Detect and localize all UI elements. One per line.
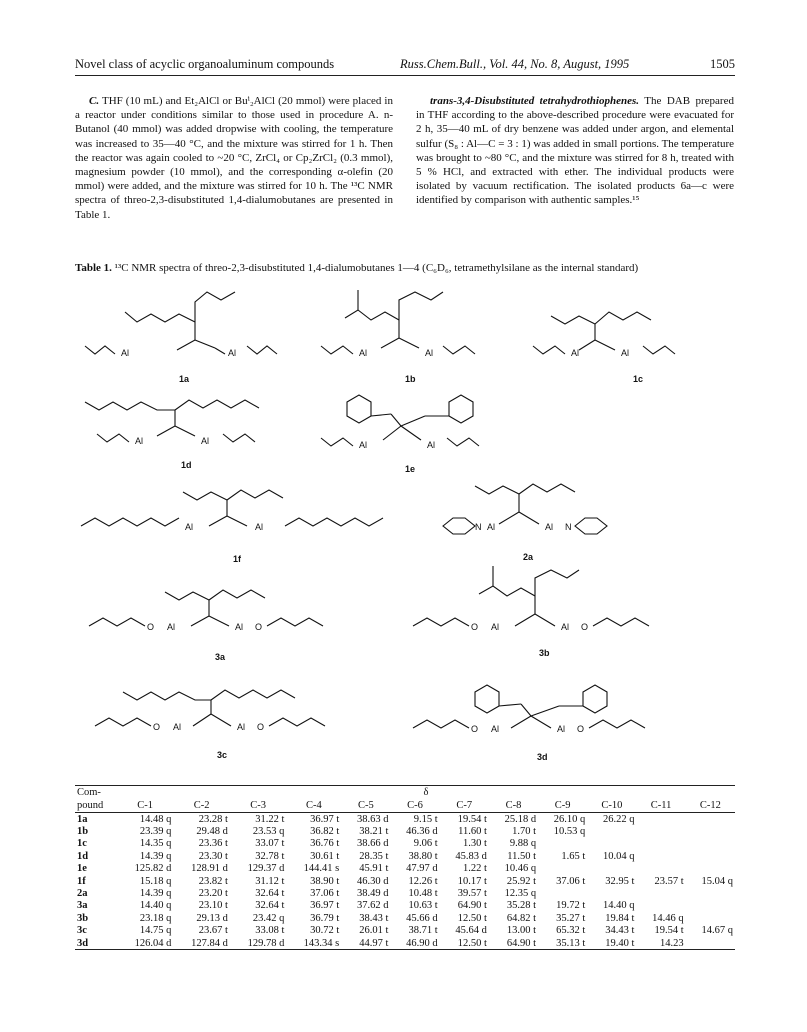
shift-cell xyxy=(636,863,685,875)
shift-cell: 30.61 t xyxy=(310,850,340,862)
n-atom: N xyxy=(565,522,572,532)
table-body xyxy=(75,813,735,950)
shift-cell: 25.18 d xyxy=(504,813,537,825)
compound-label: 1a xyxy=(179,374,190,384)
shift-cell: 23.39 q xyxy=(139,826,172,838)
shift-cell: 127.84 d xyxy=(173,937,229,950)
shift-cell: 64.90 t xyxy=(489,937,538,950)
column-header: C-10 xyxy=(587,799,636,813)
compound-cell: 3a xyxy=(77,900,88,912)
shift-cell: 125.82 d xyxy=(134,863,172,875)
procedure-c-paragraph xyxy=(75,94,393,222)
compound-cell: 3d xyxy=(75,937,117,950)
o-atom: O xyxy=(577,724,585,734)
shift-cell: 12.26 t xyxy=(408,875,438,887)
shift-cell xyxy=(636,813,685,826)
table-row xyxy=(75,813,735,826)
column-header: C-3 xyxy=(230,799,286,813)
shift-cell: 23.10 t xyxy=(198,900,228,912)
thiophene-paragraph xyxy=(416,94,734,208)
structure-1d xyxy=(85,400,259,470)
shift-cell: 14.39 q xyxy=(139,888,172,900)
compound-cell: 1c xyxy=(77,838,87,850)
header-journal: Russ.Chem.Bull., Vol. 44, No. 8, August, 1995 xyxy=(400,57,630,71)
shift-cell: 47.97 d xyxy=(406,863,438,875)
shift-cell: 11.50 t xyxy=(507,850,537,862)
compound-label: 3a xyxy=(215,652,226,662)
column-header: C-8 xyxy=(489,799,538,813)
al-atom: Al xyxy=(237,722,246,732)
shift-cell: 46.90 d xyxy=(390,937,439,950)
column-header: C-7 xyxy=(440,799,489,813)
shift-cell: 19.84 t xyxy=(605,912,635,924)
shift-cell: 129.37 d xyxy=(247,863,285,875)
shift-cell: 44.97 t xyxy=(341,937,390,950)
left-column xyxy=(75,94,393,222)
compound-cell: 1a xyxy=(77,813,88,825)
shift-cell: 31.12 t xyxy=(255,875,285,887)
compound-header: Com- xyxy=(75,786,117,800)
shift-cell: 23.42 q xyxy=(252,912,285,924)
shift-cell xyxy=(538,838,587,850)
shift-cell: 25.92 t xyxy=(506,875,537,887)
al-atom: Al xyxy=(255,522,264,532)
shift-cell: 30.72 t xyxy=(310,925,340,937)
al-atom: Al xyxy=(235,622,244,632)
compound-cell: 1d xyxy=(77,850,89,862)
structure-3d xyxy=(413,685,645,762)
o-atom: O xyxy=(581,622,589,632)
shift-cell: 36.79 t xyxy=(310,912,340,924)
shift-cell: 38.21 t xyxy=(359,826,389,838)
table-row xyxy=(75,863,735,875)
right-column xyxy=(416,94,734,208)
table-header-row-1 xyxy=(75,786,735,800)
o-atom: O xyxy=(147,622,155,632)
shift-cell xyxy=(636,825,685,837)
shift-cell: 23.30 t xyxy=(198,850,228,862)
shift-cell xyxy=(686,887,735,899)
header-title: Novel class of acyclic organoaluminum compounds xyxy=(75,57,335,71)
shift-cell: 35.28 t xyxy=(506,900,537,912)
shift-cell: 13.00 t xyxy=(506,925,537,937)
shift-cell: 32.78 t xyxy=(255,850,285,862)
shift-cell: 37.06 t xyxy=(310,888,340,900)
compound-cell: 3c xyxy=(77,925,87,937)
shift-cell: 14.75 q xyxy=(139,925,172,937)
structure-3a xyxy=(89,590,323,662)
shift-cell: 26.01 t xyxy=(359,925,389,937)
al-atom: Al xyxy=(545,522,554,532)
shift-cell: 143.34 s xyxy=(286,937,341,950)
compound-label: 3c xyxy=(217,750,228,760)
structure-1f xyxy=(81,490,383,564)
al-atom: Al xyxy=(121,348,130,358)
al-atom: Al xyxy=(201,436,210,446)
shift-cell: 33.07 t xyxy=(255,838,285,850)
al-atom: Al xyxy=(425,348,434,358)
shift-cell: 19.40 t xyxy=(587,937,636,950)
table-header-row-2 xyxy=(75,799,735,813)
al-atom: Al xyxy=(359,440,368,450)
shift-cell: 29.13 d xyxy=(196,912,228,924)
shift-cell: 14.46 q xyxy=(652,912,684,924)
shift-cell: 36.97 t xyxy=(310,813,340,825)
compound-cell: 2a xyxy=(77,888,88,900)
al-atom: Al xyxy=(621,348,630,358)
o-atom: O xyxy=(257,722,265,732)
shift-cell: 37.62 d xyxy=(356,900,389,912)
shift-cell: 14.40 q xyxy=(602,900,635,912)
table-row xyxy=(75,912,735,924)
shift-cell: 14.48 q xyxy=(139,813,172,825)
al-atom: Al xyxy=(561,622,570,632)
table-row xyxy=(75,937,735,950)
shift-cell: 10.53 q xyxy=(553,826,586,838)
compound-label: 1c xyxy=(633,374,644,384)
shift-cell: 15.18 q xyxy=(139,875,172,887)
shift-cell: 19.72 t xyxy=(556,900,586,912)
procedure-label: C. xyxy=(89,95,100,107)
section-heading: trans-3,4-Disubstituted tetrahydrothiophenes. xyxy=(430,95,639,107)
shift-cell: 9.15 t xyxy=(413,813,438,825)
shift-cell: 28.35 t xyxy=(359,850,389,862)
al-atom: Al xyxy=(228,348,237,358)
shift-cell: 10.46 q xyxy=(504,863,537,875)
shift-cell: 38.43 t xyxy=(359,912,389,924)
shift-cell xyxy=(686,850,735,862)
shift-cell: 14.35 q xyxy=(139,838,172,850)
shift-cell: 38.90 t xyxy=(310,875,340,887)
shift-cell: 14.39 q xyxy=(139,850,172,862)
structure-1c xyxy=(533,312,675,384)
structure-1b xyxy=(321,290,475,384)
shift-cell xyxy=(636,838,685,850)
shift-cell: 45.83 d xyxy=(455,850,487,862)
shift-cell: 9.88 q xyxy=(509,838,537,850)
shift-cell: 19.54 t xyxy=(654,925,684,937)
shift-cell: 128.91 d xyxy=(191,863,228,875)
column-header: C-6 xyxy=(390,799,439,813)
shift-cell: 23.36 t xyxy=(198,838,228,850)
shift-cell: 23.53 q xyxy=(252,826,285,838)
shift-cell: 23.18 q xyxy=(139,912,172,924)
compound-label: 3d xyxy=(537,752,548,762)
shift-cell: 10.63 t xyxy=(408,900,438,912)
shift-cell: 26.22 q xyxy=(602,813,635,825)
shift-cell: 37.06 t xyxy=(556,875,586,887)
column-header: C-12 xyxy=(686,799,735,813)
al-atom: Al xyxy=(135,436,144,446)
n-atom: N xyxy=(475,522,482,532)
shift-cell: 38.49 d xyxy=(356,888,389,900)
al-atom: Al xyxy=(173,722,182,732)
compound-cell: 1f xyxy=(77,875,86,887)
shift-cell xyxy=(587,863,636,875)
column-header: C-4 xyxy=(286,799,341,813)
structure-2a xyxy=(443,484,607,562)
shift-cell: 14.67 q xyxy=(701,925,733,937)
compound-cell: 3b xyxy=(77,912,89,924)
o-atom: O xyxy=(471,724,479,734)
shift-cell: 38.66 d xyxy=(356,838,389,850)
shift-cell xyxy=(686,900,735,912)
shift-cell: 33.08 t xyxy=(255,925,285,937)
shift-cell: 10.17 t xyxy=(457,875,487,887)
shift-cell: 36.97 t xyxy=(310,900,340,912)
shift-cell: 38.63 d xyxy=(356,813,389,825)
shift-cell: 64.90 t xyxy=(457,900,487,912)
shift-cell: 9.06 t xyxy=(413,838,438,850)
shift-cell: 31.22 t xyxy=(255,813,285,825)
o-atom: O xyxy=(471,622,479,632)
shift-cell: 11.60 t xyxy=(458,826,487,838)
table-label: Table 1. xyxy=(75,262,112,274)
compound-label: 3b xyxy=(539,648,550,658)
shift-cell: 15.04 q xyxy=(701,875,733,887)
shift-cell: 45.64 d xyxy=(455,925,487,937)
shift-cell xyxy=(686,838,735,850)
al-atom: Al xyxy=(491,724,500,734)
table-caption-text: ¹³C NMR spectra of threo-2,3-disubstituted 1,4-dialumobutanes 1—4 (C₆D₆, tetramethylsilane as the internal standard) xyxy=(114,262,639,274)
nmr-table xyxy=(75,785,735,950)
shift-cell xyxy=(686,825,735,837)
shift-cell: 32.64 t xyxy=(255,888,285,900)
page-number: 1505 xyxy=(710,57,735,71)
shift-cell: 12.50 t xyxy=(440,937,489,950)
shift-cell: 23.57 t xyxy=(654,875,684,887)
table-row xyxy=(75,925,735,937)
table-row xyxy=(75,900,735,912)
structure-3b xyxy=(413,566,649,658)
table-row xyxy=(75,825,735,837)
shift-cell: 10.04 q xyxy=(602,850,635,862)
shift-cell: 45.66 d xyxy=(406,912,438,924)
al-atom: Al xyxy=(491,622,500,632)
shift-cell xyxy=(686,863,735,875)
shift-cell: 14.23 xyxy=(636,937,685,950)
table-row xyxy=(75,838,735,850)
shift-cell: 38.80 t xyxy=(408,850,438,862)
shift-cell xyxy=(587,838,636,850)
shift-cell: 23.28 t xyxy=(198,813,228,825)
shift-cell: 126.04 d xyxy=(117,937,173,950)
shift-cell xyxy=(587,825,636,837)
shift-cell: 23.67 t xyxy=(198,925,228,937)
compound-label: 1b xyxy=(405,374,416,384)
shift-cell: 1.65 t xyxy=(561,850,586,862)
structure-3c xyxy=(95,690,325,760)
shift-cell: 64.82 t xyxy=(506,912,537,924)
table-row xyxy=(75,875,735,887)
shift-cell: 23.82 t xyxy=(198,875,228,887)
shift-cell xyxy=(538,887,587,899)
table-caption xyxy=(75,262,735,274)
o-atom: O xyxy=(255,622,263,632)
structure-1e xyxy=(321,395,479,474)
shift-cell: 12.35 q xyxy=(504,888,537,900)
compound-cell: 1b xyxy=(77,826,89,838)
shift-cell: 1.22 t xyxy=(462,863,487,875)
thiophene-text: The DAB prepared in THF according to the above-described procedure were evacuated for 2 h, 35—40 mL of dry benzene was added under argon, and elemental sulfur (S₈ : Al—C = 3 : 1) was added in small portions. The temperature was brought to ~80 °C, and the mixture was stirred for 8 h, treated with 5 % HCl, and extracted with ether. The individual products were isolated by vacuum rectification. The isolated products 6a—c were identified by comparison with authentic samples.¹⁵ xyxy=(416,95,734,207)
shift-cell: 45.91 t xyxy=(359,863,389,875)
compound-cell: 1e xyxy=(77,863,87,875)
shift-cell: 32.64 t xyxy=(255,900,285,912)
shift-cell: 65.32 t xyxy=(556,925,586,937)
shift-cell xyxy=(636,850,685,862)
shift-cell: 39.57 t xyxy=(457,888,487,900)
shift-cell: 46.36 d xyxy=(406,826,438,838)
shift-cell: 144.41 s xyxy=(303,863,340,875)
shift-cell xyxy=(686,912,735,924)
shift-cell: 26.10 q xyxy=(553,813,586,825)
shift-cell xyxy=(636,887,685,899)
compound-header: pound xyxy=(75,799,117,813)
delta-header: δ xyxy=(117,786,735,800)
shift-cell: 46.30 d xyxy=(356,875,389,887)
shift-cell: 35.27 t xyxy=(556,912,586,924)
shift-cell xyxy=(636,900,685,912)
column-header: C-1 xyxy=(117,799,173,813)
shift-cell: 23.20 t xyxy=(198,888,228,900)
shift-cell: 19.54 t xyxy=(457,813,487,825)
shift-cell: 29.48 d xyxy=(196,826,228,838)
shift-cell: 10.48 t xyxy=(408,888,438,900)
shift-cell: 14.40 q xyxy=(139,900,172,912)
column-header: C-11 xyxy=(636,799,685,813)
column-header: C-9 xyxy=(538,799,587,813)
shift-cell: 12.50 t xyxy=(457,912,487,924)
al-atom: Al xyxy=(185,522,194,532)
compound-label: 1e xyxy=(405,464,416,474)
shift-cell: 36.76 t xyxy=(310,838,340,850)
running-header xyxy=(75,57,735,76)
column-header: C-5 xyxy=(341,799,390,813)
structure-scheme xyxy=(75,280,735,780)
table-row xyxy=(75,887,735,899)
o-atom: O xyxy=(153,722,161,732)
shift-cell xyxy=(538,863,587,875)
procedure-c-text: THF (10 mL) and Et₂AlCl or Buⁱ₂AlCl (20 mmol) were placed in a reactor under conditions similar to those used in procedure A. n-Butanol (40 mmol) was added dropwise with cooling, the temperature was increased to 35—40 °C, and the mixture was stirred for 1 h. Then the reactor was again cooled to ~20 °C, ZrCl₄ or Cp₂ZrCl₂ (0.3 mmol), magnesium powder (10 mmol), and the corresponding α-olefin (20 mmol) were added, and the mixture was stirred for 10 h. The ¹³C NMR spectra of threo-2,3-disubstituted 1,4-dialumobutanes are presented in Table 1. xyxy=(75,95,393,221)
compound-label: 2a xyxy=(523,552,534,562)
shift-cell: 38.71 t xyxy=(408,925,438,937)
table-row xyxy=(75,850,735,862)
al-atom: Al xyxy=(487,522,496,532)
shift-cell: 32.95 t xyxy=(605,875,635,887)
al-atom: Al xyxy=(167,622,176,632)
al-atom: Al xyxy=(571,348,580,358)
shift-cell: 34.43 t xyxy=(605,925,635,937)
shift-cell: 36.82 t xyxy=(310,826,340,838)
shift-cell: 1.30 t xyxy=(462,838,487,850)
shift-cell: 35.13 t xyxy=(538,937,587,950)
column-header: C-2 xyxy=(173,799,229,813)
compound-label: 1f xyxy=(233,554,242,564)
shift-cell xyxy=(686,813,735,826)
shift-cell xyxy=(587,887,636,899)
al-atom: Al xyxy=(359,348,368,358)
structure-1a xyxy=(85,292,277,384)
shift-cell xyxy=(686,937,735,950)
al-atom: Al xyxy=(427,440,436,450)
al-atom: Al xyxy=(557,724,566,734)
shift-cell: 129.78 d xyxy=(230,937,286,950)
compound-label: 1d xyxy=(181,460,192,470)
shift-cell: 1.70 t xyxy=(512,826,537,838)
